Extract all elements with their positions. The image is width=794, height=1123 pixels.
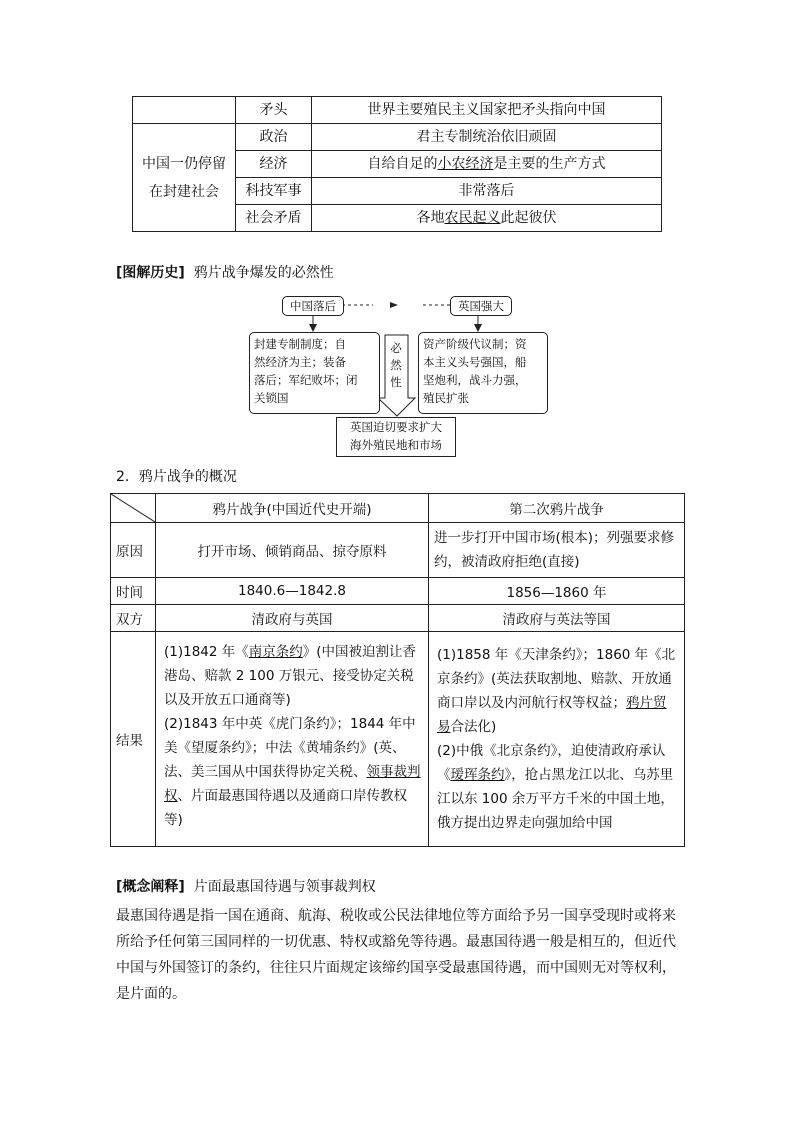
table-cell: 打开市场、倾销商品、掠夺原料	[156, 523, 429, 578]
concept-body: 最惠国待遇是指一国在通商、航海、税收或公民法律地位等方面给予另一国享受现时或将来所给予任何第三国同样的一切优惠、特权或豁免等待遇。最惠国待遇一般是相互的，但近代中国与外国签订的条约，往往只片面规定该缔约国享受最惠国待遇，而中国则无对等权利，是片面的。	[116, 908, 676, 1002]
table-cell: 清政府与英国	[156, 605, 429, 632]
result-box: 英国迫切要求扩大 海外殖民地和市场	[336, 417, 456, 457]
row-label: 原因	[111, 523, 156, 578]
row-label: 社会矛盾	[236, 205, 312, 232]
row-content: 世界主要殖民主义国家把矛头指向中国	[312, 97, 662, 124]
table-cell: 1840.6—1842.8	[156, 578, 429, 605]
section-title: 2．鸦片战争的概况	[116, 469, 237, 485]
inevitability-label: 必 然 性	[390, 341, 402, 389]
britain-detail-box: 资产阶级代议制；资 本主义头号强国，船 坚炮利，战斗力强， 殖民扩张	[418, 332, 548, 414]
row-label: 科技军事	[236, 178, 312, 205]
opium-war-table	[110, 493, 685, 847]
table-cell: 清政府与英法等国	[429, 605, 685, 632]
diagram-heading: [图解历史] 鸦片战争爆发的必然性	[116, 265, 334, 281]
table-cell: (1)1858 年《天津条约》；1860 年《北京条约》(英法获取割地、赔款、开放通商口岸以及内河航行权等权益；鸦片贸易合法化) (2)中俄《北京条约》，迫使清政府承认《瑷珲条约》，抢占黑龙江以北、乌苏里江以东 100 余万平方千米的中国土地，俄方提出边界走向强加给中国	[429, 632, 685, 847]
diagonal-line	[111, 494, 155, 522]
column-header: 第二次鸦片战争	[429, 494, 685, 523]
side-label: 中国一仍停留 在封建社会	[133, 124, 236, 232]
china-detail-box: 封建专制制度；自 然经济为主；装备 落后；军纪败坏；闭 关锁国	[249, 332, 380, 414]
row-content: 非常落后	[312, 178, 662, 205]
table-cell: (1)1842 年《南京条约》(中国被迫割让香港岛、赔款 2 100 万银元、接受协定关税以及开放五口通商等) (2)1843 年中英《虎门条约》；1844 年中美《望厦条约》；中法《黄埔条约》(英、法、美三国从中国获得协定关税、领事裁判权、片面最惠国待遇以及通商口岸传教权等)	[156, 632, 429, 847]
row-content: 君主专制统治依旧顽固	[312, 124, 662, 151]
row-label: 结果	[111, 632, 156, 847]
row-label: 经济	[236, 151, 312, 178]
concept-heading: [概念阐释] 片面最惠国待遇与领事裁判权	[116, 879, 376, 895]
row-content: 各地农民起义此起彼伏	[312, 205, 662, 232]
table-cell: 进一步打开中国市场(根本)；列强要求修约，被清政府拒绝(直接)	[429, 523, 685, 578]
diagram-arrows	[0, 0, 794, 470]
china-behind-box: 中国落后	[282, 296, 344, 316]
row-label: 矛头	[236, 97, 312, 124]
row-label: 政治	[236, 124, 312, 151]
row-label: 双方	[111, 605, 156, 632]
table-cell: 1856—1860 年	[429, 578, 685, 605]
diagonal-header-cell	[111, 494, 156, 523]
row-content: 自给自足的小农经济是主要的生产方式	[312, 151, 662, 178]
row-label: 时间	[111, 578, 156, 605]
britain-strong-box: 英国强大	[450, 296, 512, 316]
column-header: 鸦片战争(中国近代史开端)	[156, 494, 429, 523]
